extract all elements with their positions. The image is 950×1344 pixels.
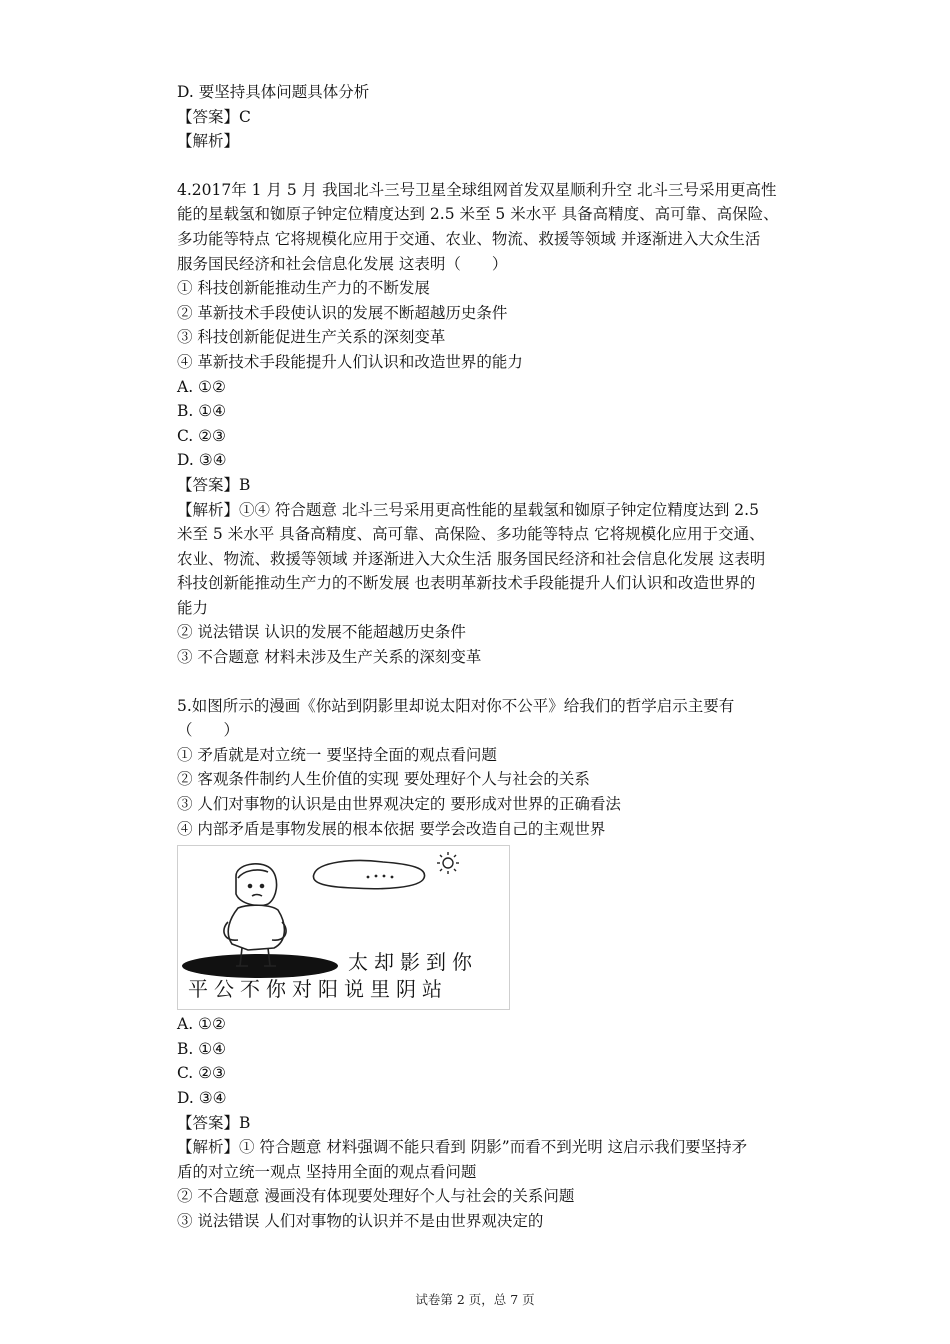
q4-stem-line: 能的星载氢和铷原子钟定位精度达到 2.5 米至 5 米水平 具备高精度、高可靠、高保险、 xyxy=(177,205,779,224)
q5-stem-line: （ ） xyxy=(177,721,240,740)
cartoon-image xyxy=(177,845,510,1010)
q5-analysis-line: ② 不合题意 漫画没有体现要处理好个人与社会的关系问题 xyxy=(177,1187,575,1206)
q4-analysis-line: 【解析】①④ 符合题意 北斗三号采用更高性能的星载氢和铷原子钟定位精度达到 2.5 xyxy=(177,500,759,519)
q4-statement: ④ 革新技术手段能提升人们认识和改造世界的能力 xyxy=(177,352,523,371)
q4-analysis-line: ③ 不合题意 材料未涉及生产关系的深刻变革 xyxy=(177,648,482,667)
q4-stem-line: 4.2017年 1 月 5 月 我国北斗三号卫星全球组网首发双星顺利升空 北斗三号采用更高性 xyxy=(177,180,777,199)
section-gap xyxy=(177,670,837,694)
q4-analysis-line: 农业、物流、救援等领域 并逐渐进入大众生活 服务国民经济和社会信息化发展 这表明 xyxy=(177,549,766,568)
q5-statement: ③ 人们对事物的认识是由世界观决定的 要形成对世界的正确看法 xyxy=(177,795,621,814)
sun-icon xyxy=(437,852,459,874)
q3-option-d: D. 要坚持具体问题具体分析 xyxy=(177,83,370,101)
thought-cloud xyxy=(313,861,424,889)
q4-option-b: B. ①④ xyxy=(177,402,227,421)
q4-option-a: A. ①② xyxy=(177,377,226,396)
q5-option-d: D. ③④ xyxy=(177,1089,227,1107)
document-page xyxy=(177,80,837,1234)
shadow xyxy=(182,954,338,978)
q4-analysis-line: ② 说法错误 认识的发展不能超越历史条件 xyxy=(177,623,466,642)
q5-answer: 【答案】B xyxy=(177,1113,251,1132)
q4-statement: ② 革新技术手段使认识的发展不断超越历史条件 xyxy=(177,303,508,322)
q4-stem-line: 服务国民经济和社会信息化发展 这表明（ ） xyxy=(177,254,508,273)
q3-analysis-label: 【解析】 xyxy=(177,132,240,151)
q5-option-a: A. ①② xyxy=(177,1015,226,1034)
cartoon-caption-row2: 平公不你对阳说里阴站 xyxy=(188,977,448,1002)
q5-analysis-line: 盾的对立统一观点 坚持用全面的观点看问题 xyxy=(177,1162,477,1181)
q4-analysis-line: 米至 5 米水平 具备高精度、高可靠、高保险、多功能等特点 它将规模化应用于交通、 xyxy=(177,525,765,544)
q4-stem-line: 多功能等特点 它将规模化应用于交通、农业、物流、救援等领域 并逐渐进入大众生活 xyxy=(177,229,761,248)
q5-option-c: C. ②③ xyxy=(177,1064,226,1083)
q4-option-d: D. ③④ xyxy=(177,451,227,470)
q4-analysis-line: 能力 xyxy=(177,598,209,617)
q5-statement: ④ 内部矛盾是事物发展的根本依据 要学会改造自己的主观世界 xyxy=(177,819,606,838)
q4-answer: 【答案】B xyxy=(177,475,251,494)
q4-option-c: C. ②③ xyxy=(177,426,226,445)
page-footer: 试卷第 2 页，总 7 页 xyxy=(415,1292,535,1307)
q4-analysis-line: 科技创新能推动生产力的不断发展 也表明革新技术手段能提升人们认识和改造世界的 xyxy=(177,574,756,593)
q5-statement: ② 客观条件制约人生价值的实现 要处理好个人与社会的关系 xyxy=(177,770,590,789)
section-gap xyxy=(177,154,837,178)
q5-analysis-line: 【解析】① 符合题意 材料强调不能只看到 阴影”而看不到光明 这启示我们要坚持矛 xyxy=(177,1138,748,1157)
q5-analysis-line: ③ 说法错误 人们对事物的认识并不是由世界观决定的 xyxy=(177,1211,544,1230)
cartoon-drawing xyxy=(178,846,509,1009)
q5-option-b: B. ①④ xyxy=(177,1039,227,1058)
person-figure xyxy=(224,864,286,966)
q3-answer: 【答案】C xyxy=(177,107,251,126)
q4-statement: ③ 科技创新能促进生产关系的深刻变革 xyxy=(177,328,446,347)
cartoon-caption-row1: 太却影到你 xyxy=(348,950,478,975)
q5-stem-line: 5.如图所示的漫画《你站到阴影里却说太阳对你不公平》给我们的哲学启示主要有 xyxy=(177,696,735,715)
q4-statement: ① 科技创新能推动生产力的不断发展 xyxy=(177,279,430,298)
q5-statement: ① 矛盾就是对立统一 要坚持全面的观点看问题 xyxy=(177,745,497,764)
